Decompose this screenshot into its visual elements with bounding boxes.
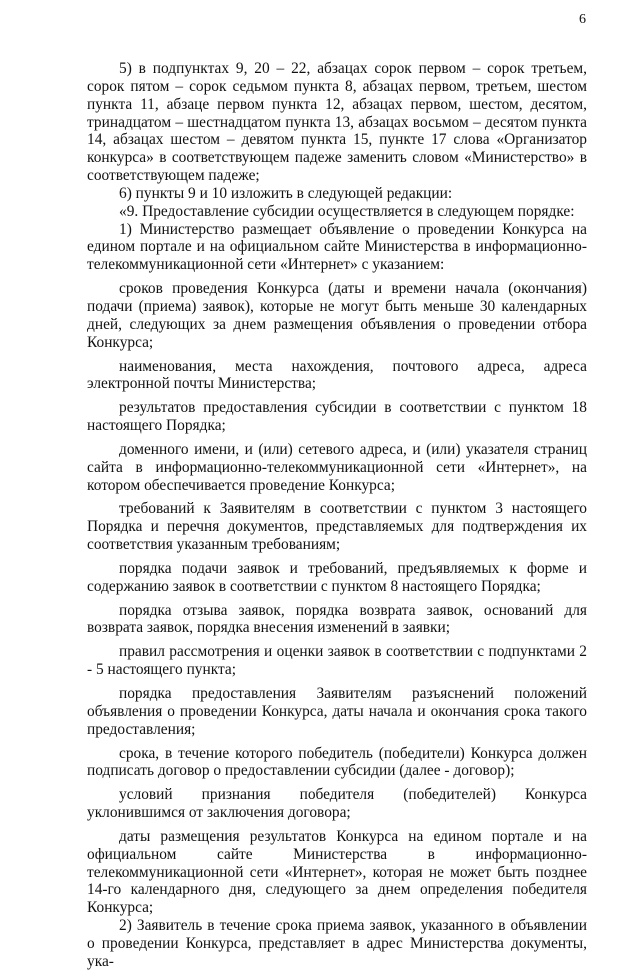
page-number: 6: [579, 12, 586, 27]
paragraph: условий признания победителя (победителей) Конкурса уклонившимся от заключения договора;: [87, 786, 587, 822]
paragraph: правил рассмотрения и оценки заявок в соответствии с подпунктами 2 - 5 настоящего пункта;: [87, 643, 587, 679]
paragraph: сроков проведения Конкурса (даты и времени начала (окончания) подачи (приема) заявок), которые не могут быть меньше 30 календарных дней, следующих за днем размещения объявления о проведении отбора Конкурса;: [87, 280, 587, 351]
paragraph: 2) Заявитель в течение срока приема заявок, указанного в объявлении о проведении Конкурса, представляет в адрес Министерства документы, ука-: [87, 917, 587, 970]
paragraph: доменного имени, и (или) сетевого адреса, и (или) указателя страниц сайта в информационно-телекоммуникационной сети «Интернет», на котором обеспечивается проведение Конкурса;: [87, 440, 587, 494]
paragraph: «9. Предоставление субсидии осуществляется в следующем порядке:: [119, 202, 575, 220]
paragraph: требований к Заявителям в соответствии с пунктом 3 настоящего Порядка и перечня документов, представляемых для подтверждения их соответствия указанным требованиям;: [87, 500, 587, 554]
paragraph: 6) пункты 9 и 10 изложить в следующей редакции:: [119, 184, 453, 202]
paragraph: 1) Министерство размещает объявление о проведении Конкурса на едином портале и на официальном сайте Министерства в информационно-телекоммуникационной сети «Интернет» с указанием:: [87, 220, 587, 274]
paragraph: срока, в течение которого победитель (победители) Конкурса должен подписать договор о предоставлении субсидии (далее - договор);: [87, 744, 587, 780]
paragraph: порядка предоставления Заявителям разъяснений положений объявления о проведении Конкурса, даты начала и окончания срока такого предоставления;: [87, 685, 587, 738]
paragraph: порядка подачи заявок и требований, предъявляемых к форме и содержанию заявок в соответствии с пунктом 8 настоящего Порядка;: [87, 559, 587, 595]
paragraph: результатов предоставления субсидии в соответствии с пунктом 18 настоящего Порядка;: [87, 399, 587, 435]
paragraph: 5) в подпунктах 9, 20 – 22, абзацах сорок первом – сорок третьем, сорок пятом – сорок седьмом пункта 8, абзацах первом, третьем, шестом пункта 11, абзаце первом пункта 12, абзацах первом, шестом, десятом, тринадцатом – шестнадцатом пункта 13, абзацах восьмом – десятом пункта 14, абзацах шестом – девятом пункта 15, пункте 17 слова «Организатор конкурса» в соответствующем падеже заменить словом «Министерство» в соответствующем падеже;: [87, 60, 587, 185]
document-body: [87, 60, 587, 971]
paragraph: даты размещения результатов Конкурса на едином портале и на официальном сайте Министерства в информационно-телекоммуникационной сети «Интернет», которая не может быть позднее 14-го календарного дня, следующего за днем определения победителя Конкурса;: [87, 827, 587, 917]
paragraph: наименования, места нахождения, почтового адреса, адреса электронной почты Министерства;: [87, 357, 587, 393]
paragraph: порядка отзыва заявок, порядка возврата заявок, оснований для возврата заявок, порядка внесения изменений в заявки;: [87, 601, 587, 637]
